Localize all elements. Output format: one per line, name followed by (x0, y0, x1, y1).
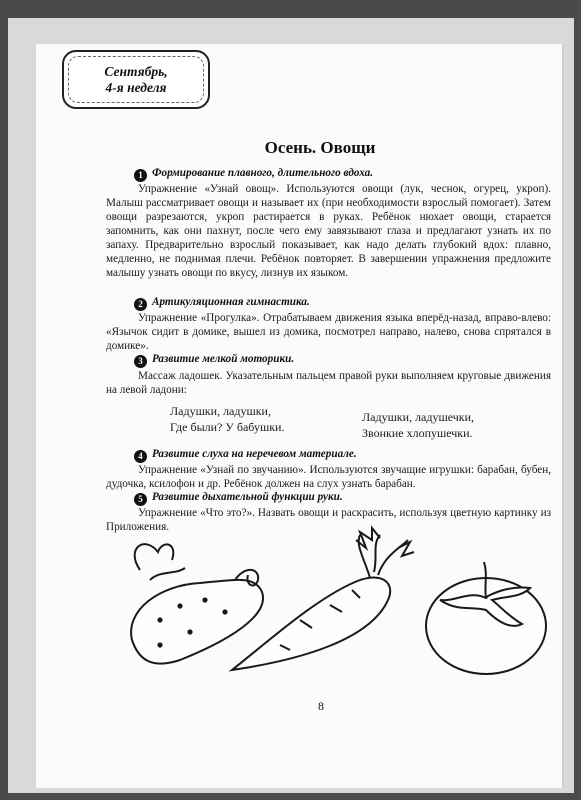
section-number: 3 (134, 355, 147, 368)
badge-month: Сентябрь, (104, 63, 168, 79)
verse-line: Ладушки, ладушечки, (362, 410, 475, 424)
cucumber-icon (131, 544, 263, 663)
section-number: 5 (134, 493, 147, 506)
verse-line: Где были? У бабушки. (170, 419, 285, 434)
verse-line: Звонкие хлопушечки. (362, 425, 473, 440)
tomato-icon (426, 562, 546, 674)
section-heading-text: Развитие мелкой моторики. (152, 353, 295, 365)
paragraph-2: Упражнение «Прогулка». Отрабатываем движения языка вперёд-назад, вправо-влево: «Язычок сидит в домике, вышел из домика, посмотрел направо, налево, снова спрятался в домике». (106, 312, 551, 352)
paragraph-5: Упражнение «Что это?». Назвать овощи и раскрасить, используя цветную картинку из Приложения. (106, 507, 551, 533)
paragraph-3: Массаж ладошек. Указательным пальцем правой руки выполняем круговые движения на левой ладони: (106, 370, 551, 396)
section-number: 2 (134, 298, 147, 311)
section-heading-text: Развитие дыхательной функции руки. (152, 491, 343, 503)
page-title: Осень. Овощи (264, 138, 376, 157)
page-number: 8 (318, 699, 324, 713)
section-heading-text: Артикуляционная гимнастика. (152, 296, 310, 308)
paragraph-4: Упражнение «Узнай по звучанию». Используются звучащие игрушки: барабан, бубен, дудочка, ксилофон и др. Ребёнок должен на слух узнать барабан. (106, 464, 551, 490)
badge-week: 4-я неделя (105, 79, 167, 95)
section-number: 4 (134, 450, 147, 463)
verse-line: Ладушки, ладушки, (170, 404, 271, 418)
section-heading-text: Формирование плавного, длительного вдоха. (152, 167, 374, 179)
paragraph-1: Упражнение «Узнай овощ». Используются овощи (лук, чеснок, огурец, укроп). Малыш рассматривает овощи и называет их (при необходимости взрослый помогает). Затем овощи разрезаются, укроп растирается в руках. Ребёнок нюхает овощи, старается запомнить, как они пахнут, после чего ему завязывают глаза и предлагают узнать их по запаху. Предварительно взрослый показывает, как надо делать глубокий вдох: плавно, медленно, не поднимая плечи. Ребёнок повторяет. В завершении упражнения предложите малышу узнать овощи по вкусу, лизнув их языком. (106, 183, 551, 279)
section-number: 1 (134, 169, 147, 182)
section-heading-text: Развитие слуха на неречевом материале. (152, 448, 357, 460)
